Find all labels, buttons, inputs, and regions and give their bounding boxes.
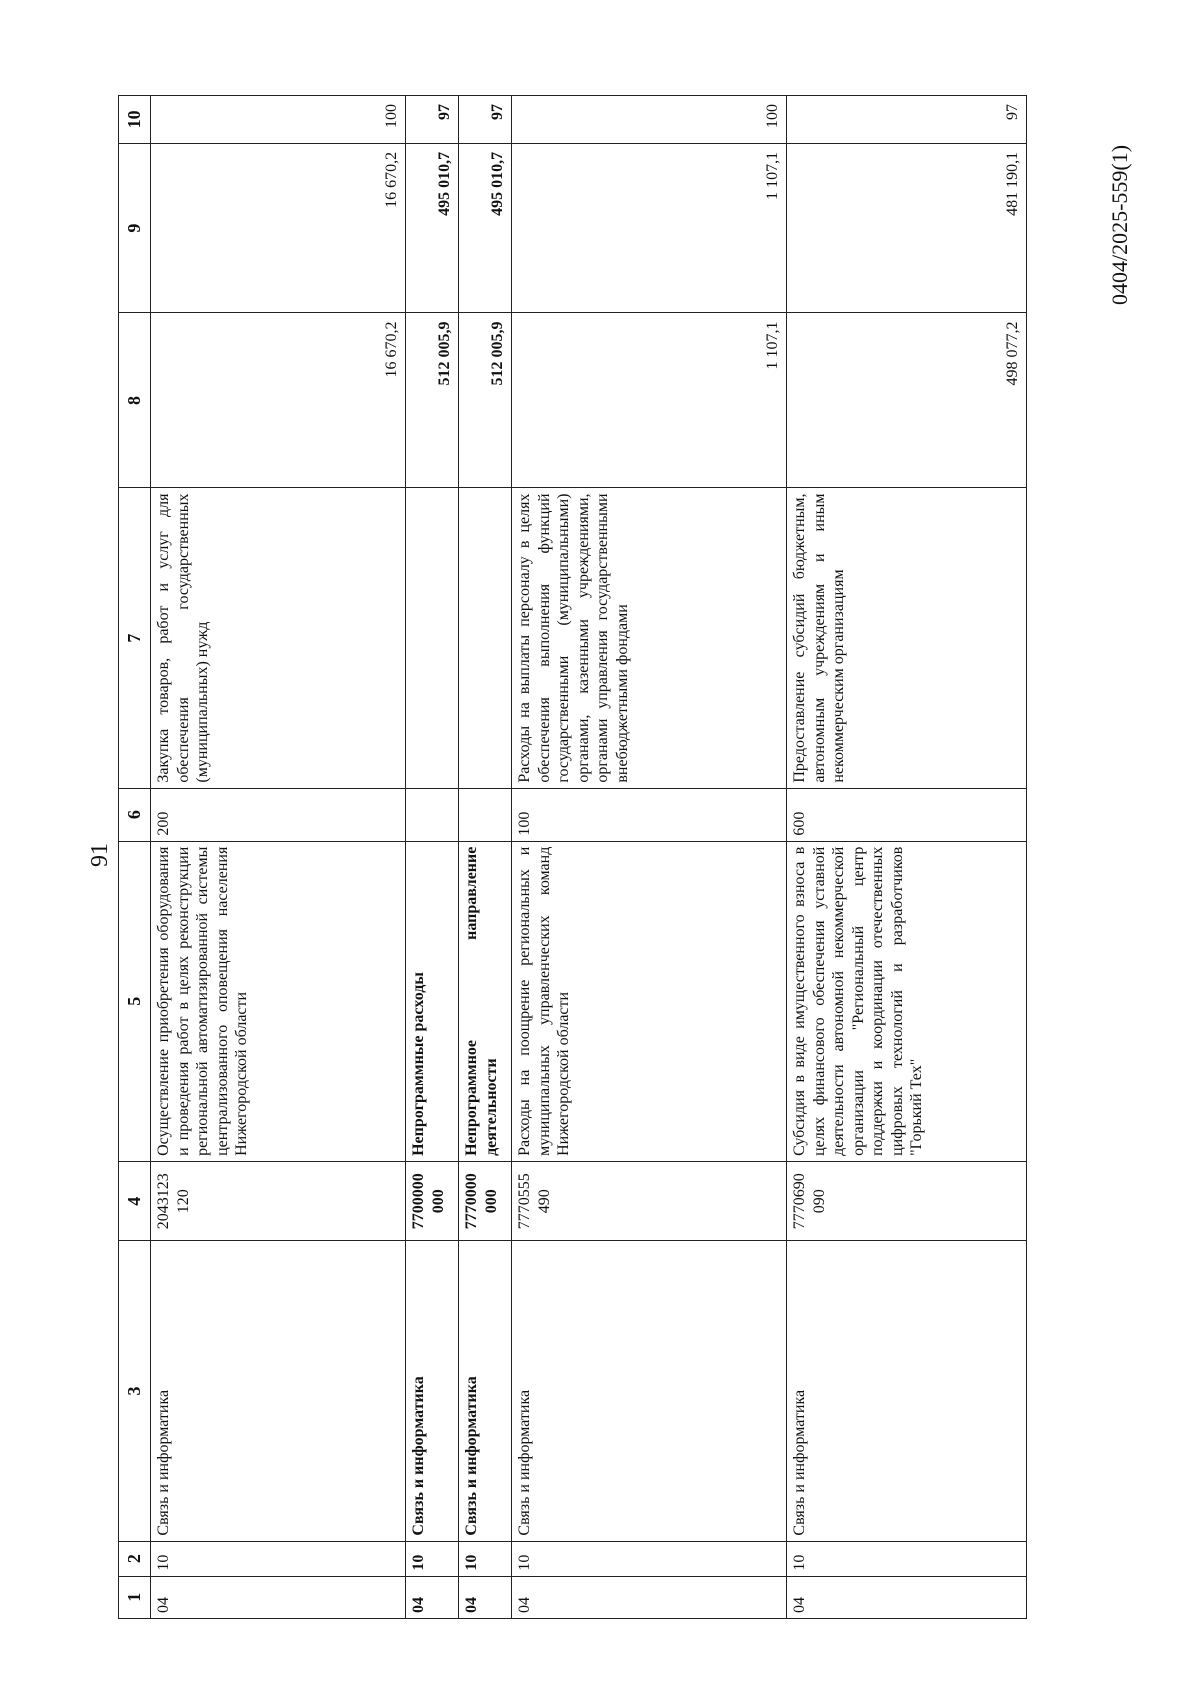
cell-executed: 495 010,7 [459, 143, 512, 313]
cell-planned: 498 077,2 [787, 313, 1027, 488]
table-row [512, 96, 787, 1619]
cell-expense-type-code: 100 [512, 788, 787, 841]
column-header: 7 [119, 488, 151, 788]
cell-target-code: 2043123 120 [151, 1161, 406, 1241]
table-row [787, 96, 1027, 1619]
cell-expense-type-code: 200 [151, 788, 406, 841]
cell-target-name: Непрограммное направление деятельности [459, 841, 512, 1161]
cell-target-code: 7770690 090 [787, 1161, 1027, 1241]
cell-section-name: Связь и информатика [459, 1241, 512, 1541]
table-row [459, 96, 512, 1619]
cell-target-name: Осуществление приобретения оборудования и проведения работ в целях реконструкции региональной автоматизированной системы централизованного оповещения населения Нижегородской области [151, 841, 406, 1161]
cell-section: 04 [459, 1576, 512, 1618]
cell-section-name: Связь и информатика [406, 1241, 459, 1541]
table-header-row [119, 96, 151, 1619]
cell-expense-type-name: Закупка товаров, работ и услуг для обеспечения государственных (муниципальных) нужд [151, 488, 406, 788]
budget-table [118, 95, 1027, 1619]
column-header: 5 [119, 841, 151, 1161]
cell-section-name: Связь и информатика [787, 1241, 1027, 1541]
cell-target-name: Субсидия в виде имущественного взноса в целях финансового обеспечения уставной деятельности автономной некоммерческой организации "Региональный центр поддержки и координации отечественных цифровых технологий и разработчиков "Горький Тех" [787, 841, 1027, 1161]
column-header: 6 [119, 788, 151, 841]
table-row [151, 96, 406, 1619]
page-number: 91 [87, 843, 113, 867]
cell-percent: 100 [151, 96, 406, 144]
cell-executed: 481 190,1 [787, 143, 1027, 313]
budget-table-container [118, 95, 1022, 1619]
cell-percent: 97 [787, 96, 1027, 144]
cell-expense-type-code [406, 788, 459, 841]
cell-subsection: 10 [406, 1541, 459, 1576]
cell-section-name: Связь и информатика [512, 1241, 787, 1541]
cell-expense-type-name: Расходы на выплаты персоналу в целях обеспечения выполнения функций государственными (муниципальными) органами, казенными учреждениями, органами управления государственными внебюджетными фондами [512, 488, 787, 788]
cell-planned: 1 107,1 [512, 313, 787, 488]
column-header: 4 [119, 1161, 151, 1241]
cell-subsection: 10 [459, 1541, 512, 1576]
cell-percent: 97 [459, 96, 512, 144]
cell-planned: 16 670,2 [151, 313, 406, 488]
cell-percent: 100 [512, 96, 787, 144]
cell-section: 04 [406, 1576, 459, 1618]
cell-target-code: 7770555 490 [512, 1161, 787, 1241]
cell-executed: 495 010,7 [406, 143, 459, 313]
cell-subsection: 10 [512, 1541, 787, 1576]
cell-executed: 1 107,1 [512, 143, 787, 313]
cell-expense-type-code: 600 [787, 788, 1027, 841]
column-header: 3 [119, 1241, 151, 1541]
document-code: 0404/2025-559(1) [1107, 144, 1132, 306]
cell-section: 04 [512, 1576, 787, 1618]
cell-target-code: 7700000 000 [406, 1161, 459, 1241]
cell-planned: 512 005,9 [406, 313, 459, 488]
cell-target-name: Расходы на поощрение региональных и муниципальных управленческих команд Нижегородской области [512, 841, 787, 1161]
cell-subsection: 10 [151, 1541, 406, 1576]
cell-expense-type-name [406, 488, 459, 788]
column-header: 10 [119, 96, 151, 144]
cell-expense-type-code [459, 788, 512, 841]
cell-percent: 97 [406, 96, 459, 144]
column-header: 8 [119, 313, 151, 488]
cell-section-name: Связь и информатика [151, 1241, 406, 1541]
table-row [406, 96, 459, 1619]
column-header: 2 [119, 1541, 151, 1576]
cell-expense-type-name: Предоставление субсидий бюджетным, автономным учреждениям и иным некоммерческим организациям [787, 488, 1027, 788]
column-header: 9 [119, 143, 151, 313]
column-header: 1 [119, 1576, 151, 1618]
cell-planned: 512 005,9 [459, 313, 512, 488]
cell-section: 04 [151, 1576, 406, 1618]
cell-executed: 16 670,2 [151, 143, 406, 313]
cell-subsection: 10 [787, 1541, 1027, 1576]
cell-target-name: Непрограммные расходы [406, 841, 459, 1161]
cell-target-code: 7770000 000 [459, 1161, 512, 1241]
cell-expense-type-name [459, 488, 512, 788]
cell-section: 04 [787, 1576, 1027, 1618]
